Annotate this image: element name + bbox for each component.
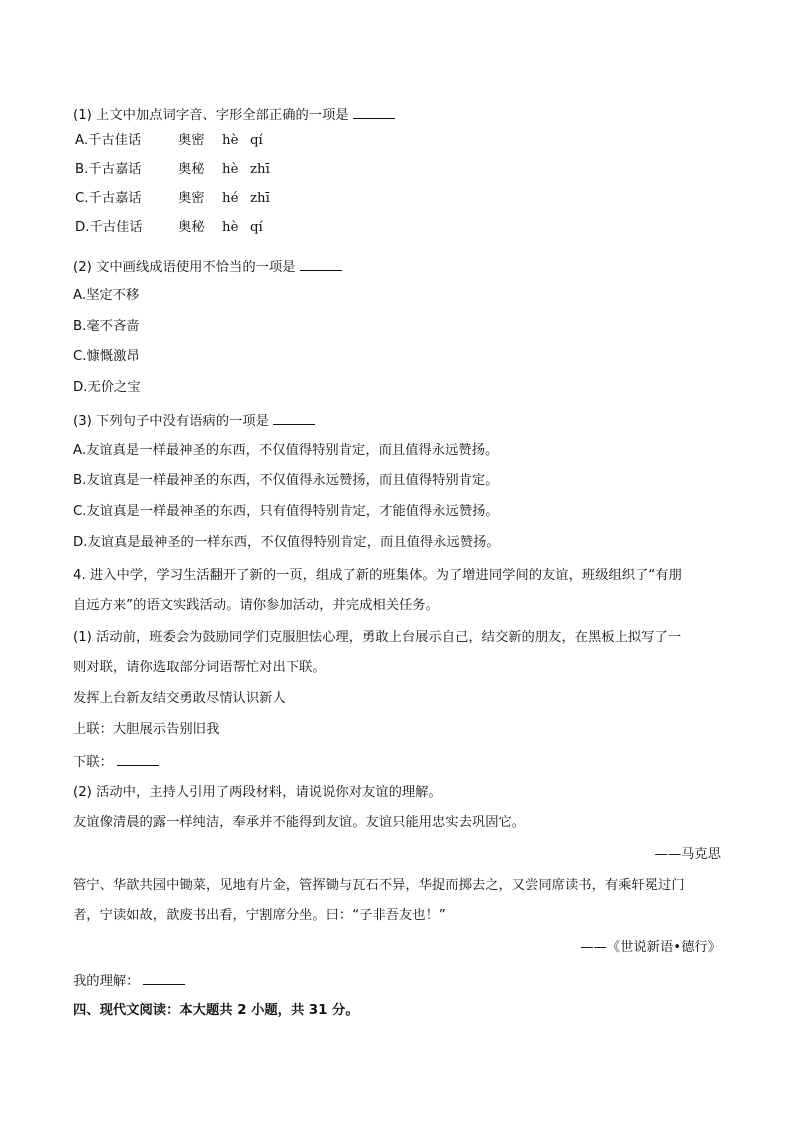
q4-intro-line2: 自远方来”的语文实践活动。请你参加活动，并完成相关任务。 <box>73 598 439 613</box>
answer-blank <box>117 753 159 766</box>
q4-quote1-source: ——马克思 <box>654 847 721 862</box>
q4-word-bank: 发挥上台新友结交勇敢尽情认识新人 <box>73 691 286 706</box>
q4-quote2-line2: 者，宁读如故，歆废书出看，宁割席分坐。曰：“子非吾友也！” <box>73 908 446 923</box>
section-4-heading: 四、现代文阅读：本大题共 2 小题，共 31 分。 <box>73 1003 359 1018</box>
answer-blank <box>300 258 342 271</box>
q4-sub2: (2) 活动中，主持人引用了两段材料，请说说你对友谊的理解。 <box>73 785 442 800</box>
q3-option-c: C.友谊真是一样最神圣的东西，只有值得特别肯定，才能值得永远赞扬。 <box>73 504 499 519</box>
q3-stem: (3) 下列句子中没有语病的一项是 <box>73 412 315 430</box>
q4-sub1-line2: 则对联，请你选取部分词语帮忙对出下联。 <box>73 660 326 675</box>
q4-intro-line1: 4. 进入中学，学习生活翻开了新的一页，组成了新的班集体。为了增进同学间的友谊，班级组织了“有朋 <box>73 568 682 583</box>
q2-option-b: B.毫不吝啬 <box>73 319 140 334</box>
q3-option-d: D.友谊真是最神圣的一样东西，不仅值得特别肯定，而且值得永远赞扬。 <box>73 535 500 550</box>
answer-blank <box>143 972 185 985</box>
q4-quote2-line1: 管宁、华歆共园中锄菜，见地有片金，管挥锄与瓦石不异，华捉而掷去之，又尝同席读书，有乘轩冕过门 <box>73 878 685 893</box>
q2-option-d: D.无价之宝 <box>73 380 141 395</box>
answer-blank <box>353 106 395 119</box>
q4-quote1: 友谊像清晨的露一样纯洁，奉承并不能得到友谊。友谊只能用忠实去巩固它。 <box>73 815 526 830</box>
q4-upper-couplet: 上联：大胆展示告别旧我 <box>73 722 220 737</box>
q2-option-c: C.慷慨激昂 <box>73 349 140 364</box>
q1-stem: (1) 上文中加点词字音、字形全部正确的一项是 <box>73 106 395 124</box>
exam-page: (1) 上文中加点词字音、字形全部正确的一项是 A.千古佳话 奥密 hè qí B.千古嘉话 奥秘 hè zhī C.千古嘉话 奥密 hé zhī D.千古佳话 奥秘 hè qí (2) 文中画线成语使用不恰当的一项是 A.坚定不移 B.毫不吝啬 C.慷慨激昂 D.无价之宝 (3) 下列句子中没有语病的一项是 A.友谊真是一样最神圣的东西，不仅值得特别肯定，而且值得永远赞扬。 B.友谊真是一样最神圣的东西，不仅值得永远赞扬，而且值得特别肯定。 C.友谊真是一样最神圣的东西，只有值得特别肯定，才能值得永远赞扬。 D.友谊真是最神圣的一样东西，不仅值得特别肯定，而且值得永远赞扬。 4. 进入中学，学习生活翻开了新的一页，组成了新的班集体。为了增进同学间的友谊，班级组织了“有朋 自远方来”的语文实践活动。请你参加活动，并完成相关任务。 (1) 活动前，班委会为鼓励同学们克服胆怯心理，勇敢上台展示自己，结交新的朋友，在黑板上拟写了一 则对联，请你选取部分词语帮忙对出下联。 发挥上台新友结交勇敢尽情认识新人 上联：大胆展示告别旧我 下联： (2) 活动中，主持人引用了两段材料，请说说你对友谊的理解。 友谊像清晨的露一样纯洁，奉承并不能得到友谊。友谊只能用忠实去巩固它。 ——马克思 管宁、华歆共园中锄菜，见地有片金，管挥锄与瓦石不异，华捉而掷去之，又尝同席读书，有乘轩冕过门 者，宁读如故，歆废书出看，宁割席分坐。曰：“子非吾友也！” ——《世说新语•德行》 我的理解： 四、现代文阅读：本大题共 2 小题，共 31 分。 <box>73 108 721 1018</box>
answer-blank <box>273 412 315 425</box>
q2-stem: (2) 文中画线成语使用不恰当的一项是 <box>73 258 342 276</box>
q4-understanding: 我的理解： <box>73 972 185 990</box>
q3-option-a: A.友谊真是一样最神圣的东西，不仅值得特别肯定，而且值得永远赞扬。 <box>73 443 499 458</box>
q3-option-b: B.友谊真是一样最神圣的东西，不仅值得永远赞扬，而且值得特别肯定。 <box>73 473 499 488</box>
q4-quote2-source: ——《世说新语•德行》 <box>580 940 721 955</box>
q4-lower-couplet: 下联： <box>73 753 159 771</box>
q2-option-a: A.坚定不移 <box>73 288 140 303</box>
q4-sub1-line1: (1) 活动前，班委会为鼓励同学们克服胆怯心理，勇敢上台展示自己，结交新的朋友，在黑板上拟写了一 <box>73 630 682 645</box>
